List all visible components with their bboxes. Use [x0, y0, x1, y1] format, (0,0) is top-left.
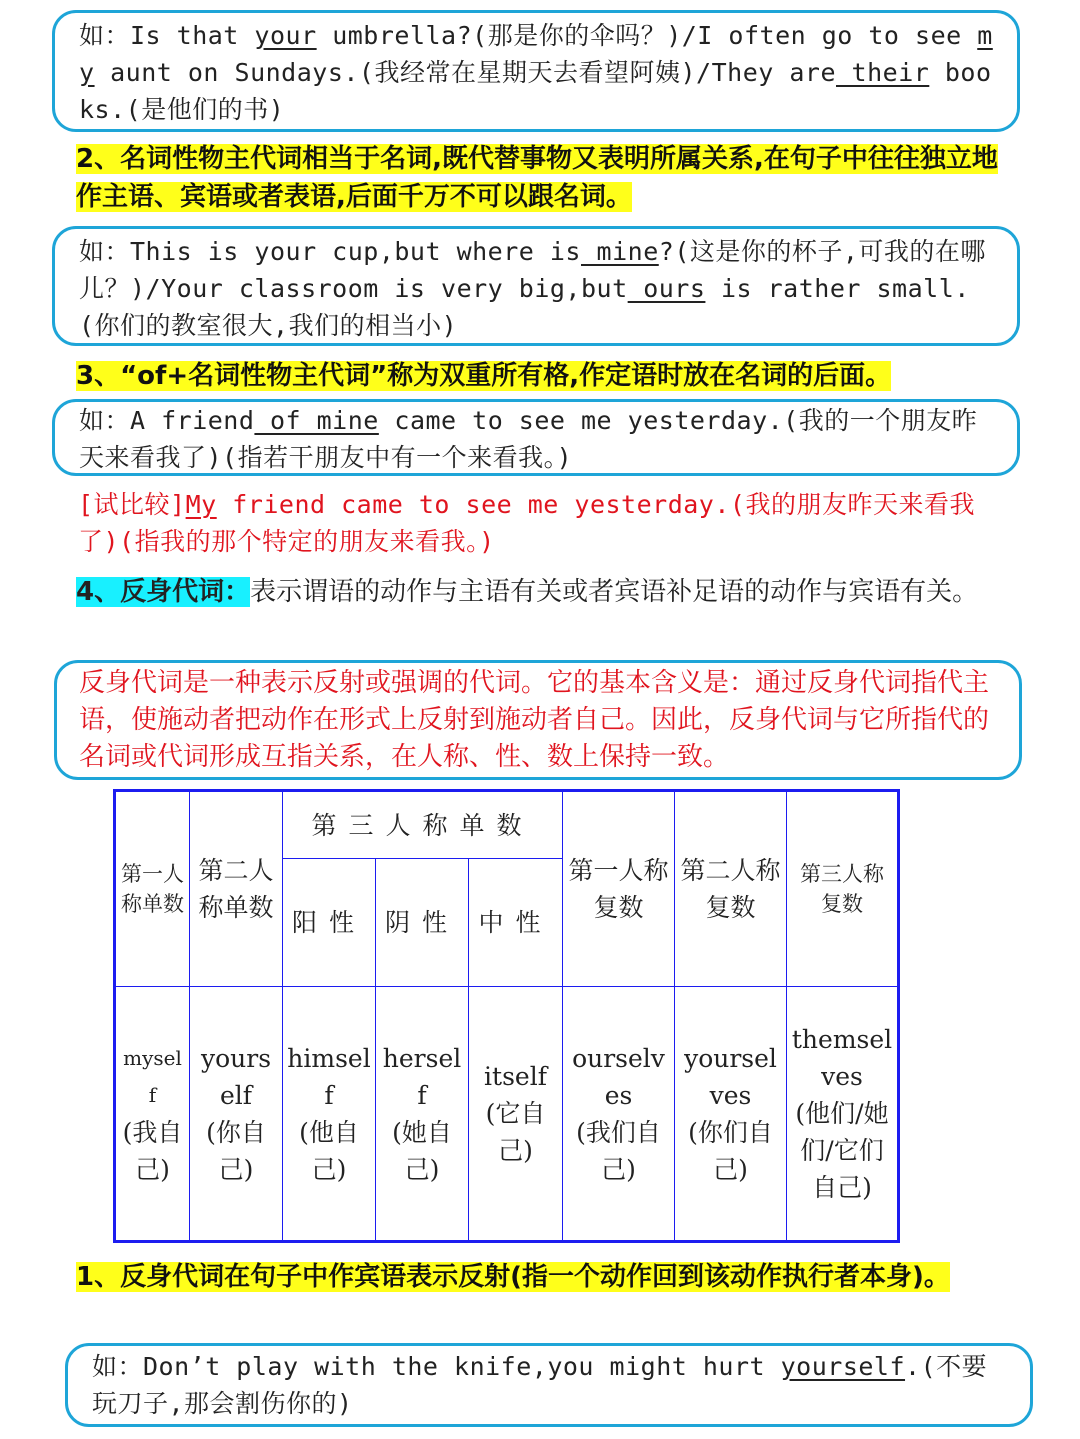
- pronoun-meaning: (你自己): [206, 1117, 266, 1184]
- example-text: ?(这是你的杯子,可我的在哪儿？)/Your classroom is very big,but: [79, 237, 986, 303]
- rule-3-text: 3、“of+名词性物主代词”称为双重所有格,作定语时放在名词的后面。: [76, 361, 892, 391]
- compare-text: [试比较]: [78, 490, 186, 519]
- rule-2-text: 2、名词性物主代词相当于名词,既代替事物又表明所属关系,在句子中往往独立地作主语、宾语或者表语,后面千万不可以跟名词。: [76, 144, 998, 212]
- example-box-3: [52, 399, 1020, 476]
- underlined-word: my: [79, 21, 993, 87]
- compare-text: friend came to see me yesterday.(我的朋友昨天来看我了)(指我的那个特定的朋友来看我。): [78, 490, 975, 556]
- underlined-word: yourself: [780, 1352, 906, 1381]
- pronoun-word: yourself: [200, 1043, 272, 1110]
- pronoun-word: themselves: [791, 1025, 893, 1091]
- definition-box: [54, 660, 1022, 780]
- pronoun-meaning: (他们/她们/它们自己): [795, 1099, 889, 1202]
- rule-3-heading: [76, 357, 1016, 395]
- underlined-word: their: [836, 58, 930, 87]
- rule-2-heading: [76, 140, 1006, 216]
- pronoun-word: herself: [382, 1043, 462, 1110]
- header-neuter: 中性: [469, 859, 563, 987]
- example-text: 如：Don’t play with the knife,you might hurt: [92, 1352, 781, 1381]
- pronoun-word: ourselves: [572, 1043, 665, 1110]
- rule-4-label: 4、反身代词：: [76, 577, 251, 607]
- example-text: umbrella?(那是你的伞吗？)/I often go to see: [316, 21, 978, 50]
- header-first-person-plural: 第一人称复数: [563, 791, 675, 987]
- reflexive-pronoun-table: [113, 789, 900, 1243]
- compare-note: [78, 486, 998, 560]
- pronoun-meaning: (你们自己): [688, 1117, 773, 1184]
- underlined-word: your: [254, 21, 317, 50]
- rule-4-text: 表示谓语的动作与主语有关或者宾语补足语的动作与宾语有关。: [250, 577, 979, 607]
- cell-yourself: [190, 987, 283, 1242]
- example-text: books.(是他们的书): [79, 58, 992, 124]
- header-masculine: 阳性: [283, 859, 376, 987]
- cell-itself: [469, 987, 563, 1242]
- header-third-person-singular: 第三人称单数: [283, 791, 563, 859]
- underlined-word: ours: [627, 274, 706, 303]
- cell-yourselves: [675, 987, 787, 1242]
- cell-herself: [376, 987, 469, 1242]
- example-text: aunt on Sundays.(我经常在星期天去看望阿姨)/They are: [94, 58, 836, 87]
- pronoun-word: myself: [123, 1045, 182, 1107]
- example-text: 如：Is that: [79, 21, 255, 50]
- underlined-word: mine: [581, 237, 659, 266]
- cell-himself: [283, 987, 376, 1242]
- example-box-2: [52, 226, 1020, 346]
- pronoun-word: itself: [484, 1062, 547, 1091]
- pronoun-meaning: (我们自己): [576, 1117, 661, 1184]
- pronoun-meaning: (它自己): [485, 1099, 546, 1165]
- pronoun-word: yourselves: [684, 1043, 777, 1110]
- header-third-person-plural: 第三人称复数: [787, 791, 899, 987]
- header-second-person-plural: 第二人称复数: [675, 791, 787, 987]
- pronoun-meaning: (我自己): [122, 1117, 183, 1184]
- example-text: 如：This is your cup,but where is: [79, 237, 581, 266]
- example-text: is rather small.(你们的教室很大,我们的相当小): [79, 274, 970, 340]
- definition-text: 反身代词是一种表示反射或强调的代词。它的基本含义是：通过反身代词指代主语，使施动者把动作在形式上反射到施动者自己。因此，反身代词与它所指代的名词或代词形成互指关系，在人称、性、数上保持一致。: [79, 668, 990, 772]
- underlined-word: of mine: [254, 406, 379, 435]
- example-box-4: [65, 1343, 1033, 1427]
- header-feminine: 阴性: [376, 859, 469, 987]
- underlined-word: My: [185, 490, 217, 519]
- header-second-person-singular: 第二人称单数: [190, 791, 283, 987]
- example-text: 如：A friend: [79, 406, 255, 435]
- pronoun-meaning: (她自己): [392, 1117, 452, 1184]
- cell-myself: [115, 987, 190, 1242]
- rule-reflexive-object-heading: [76, 1258, 996, 1296]
- example-text: .(不要玩刀子,那会割伤你的): [92, 1352, 988, 1418]
- rule-reflexive-object-text: 1、反身代词在句子中作宾语表示反射(指一个动作回到该动作执行者本身)。: [76, 1262, 950, 1292]
- example-box-1: [52, 10, 1020, 132]
- cell-themselves: [787, 987, 899, 1242]
- header-first-person-singular: 第一人称单数: [115, 791, 190, 987]
- example-text: came to see me yesterday.(我的一个朋友昨天来看我了)(指若干朋友中有一个来看我。): [79, 406, 978, 472]
- pronoun-meaning: (他自己): [299, 1117, 359, 1184]
- pronoun-word: himself: [287, 1043, 371, 1110]
- cell-ourselves: [563, 987, 675, 1242]
- rule-4: [76, 574, 1006, 611]
